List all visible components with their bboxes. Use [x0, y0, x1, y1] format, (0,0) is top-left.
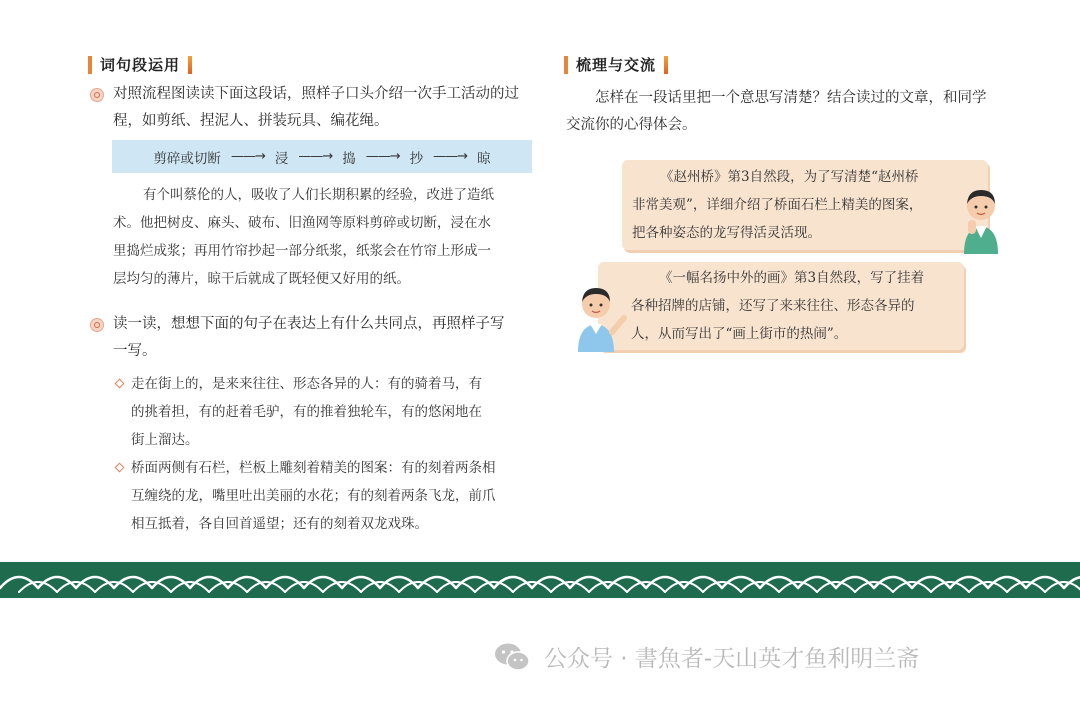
- flow-step: 捣: [342, 150, 356, 167]
- flow-step: 浸: [274, 150, 289, 167]
- student-boy-illustration: [570, 280, 628, 352]
- text-line: 层均匀的薄片，晾干后就成了既轻便又好用的纸。: [113, 271, 410, 287]
- student-boy-illustration: [958, 184, 1004, 254]
- wechat-logo-icon: [494, 642, 530, 672]
- arrow-right-icon: ——→: [230, 149, 265, 164]
- decorative-pattern-band: [0, 562, 1080, 598]
- text-line: 一写。: [113, 343, 157, 359]
- text-line: 把各种姿态的龙写得活灵活现。: [632, 225, 821, 241]
- example-sentence-2: [131, 454, 496, 538]
- diamond-bullet-icon: [115, 379, 125, 389]
- section-title: 梳理与交流: [576, 56, 657, 74]
- exercise-2-instructions: [113, 311, 505, 365]
- text-line: 互缠绕的龙，嘴里吐出美丽的水花；有的刻着两条飞龙，前爪: [131, 488, 496, 504]
- text-line: 各种招牌的店铺，还写了来来往往、形态各异的: [631, 298, 915, 314]
- text-line: 桥面两侧有石栏，栏板上雕刻着精美的图案：有的刻着两条相: [131, 460, 496, 476]
- text-line: 交流你的心得体会。: [566, 117, 697, 133]
- wechat-watermark: [494, 640, 919, 673]
- arrow-right-icon: ——→: [433, 149, 468, 164]
- text-line: 怎样在一段话里把一个意思写清楚？结合读过的文章，和同学: [595, 90, 987, 106]
- exercise-bullet-icon: [90, 318, 104, 332]
- diamond-bullet-icon: [115, 463, 125, 473]
- header-bar-icon: [664, 56, 668, 74]
- text-line: 程，如剪纸、捏泥人、拼装玩具、编花绳。: [113, 113, 389, 129]
- example-sentence-1: [131, 370, 482, 454]
- discussion-prompt: [566, 85, 987, 139]
- papermaking-passage: [113, 181, 494, 293]
- bubble-2-text: [631, 264, 924, 348]
- flow-step: 晾: [477, 150, 491, 167]
- exercise-bullet-icon: [90, 88, 104, 102]
- section-title: 词句段运用: [100, 56, 181, 74]
- watermark-text: 公众号 · 書魚者-天山英才鱼利明兰斋: [544, 646, 920, 672]
- text-line: 对照流程图读读下面这段话，照样子口头介绍一次手工活动的过: [113, 86, 519, 102]
- text-line: 《一幅名扬中外的画》第3自然段，写了挂着: [659, 270, 925, 286]
- text-line: 读一读，想想下面的句子在表达上有什么共同点，再照样子写: [113, 316, 505, 332]
- text-line: 《赵州桥》第3自然段，为了写清楚“赵州桥: [660, 169, 919, 185]
- section-header-right: [564, 54, 668, 75]
- text-line: 走在街上的，是来来往往、形态各异的人：有的骑着马，有: [131, 376, 482, 392]
- header-bar-icon: [564, 56, 568, 74]
- text-line: 非常美观”，详细介绍了桥面石栏上精美的图案，: [632, 197, 923, 213]
- text-line: 的挑着担，有的赶着毛驴，有的推着独轮车，有的悠闲地在: [131, 404, 482, 420]
- text-line: 相互抵着，各自回首遥望；还有的刻着双龙戏珠。: [131, 516, 428, 532]
- text-line: 术。他把树皮、麻头、破布、旧渔网等原料剪碎或切断，浸在水: [113, 215, 491, 231]
- text-line: 街上溜达。: [131, 432, 199, 448]
- section-header-left: [88, 54, 192, 75]
- flow-step: 剪碎或切断: [153, 150, 221, 167]
- bubble-1-text: [632, 163, 922, 247]
- text-line: 有个叫蔡伦的人，吸收了人们长期积累的经验，改进了造纸: [143, 187, 494, 203]
- flow-step: 抄: [409, 150, 424, 167]
- arrow-right-icon: ——→: [365, 149, 400, 164]
- text-line: 人，从而写出了“画上街市的热闹”。: [631, 326, 848, 342]
- header-bar-icon: [88, 56, 92, 74]
- arrow-right-icon: ——→: [298, 149, 333, 164]
- header-bar-icon: [188, 56, 192, 74]
- exercise-1-instructions: [113, 81, 519, 135]
- process-flowchart: [112, 140, 532, 173]
- text-line: 里捣烂成浆；再用竹帘抄起一部分纸浆，纸浆会在竹帘上形成一: [113, 243, 491, 259]
